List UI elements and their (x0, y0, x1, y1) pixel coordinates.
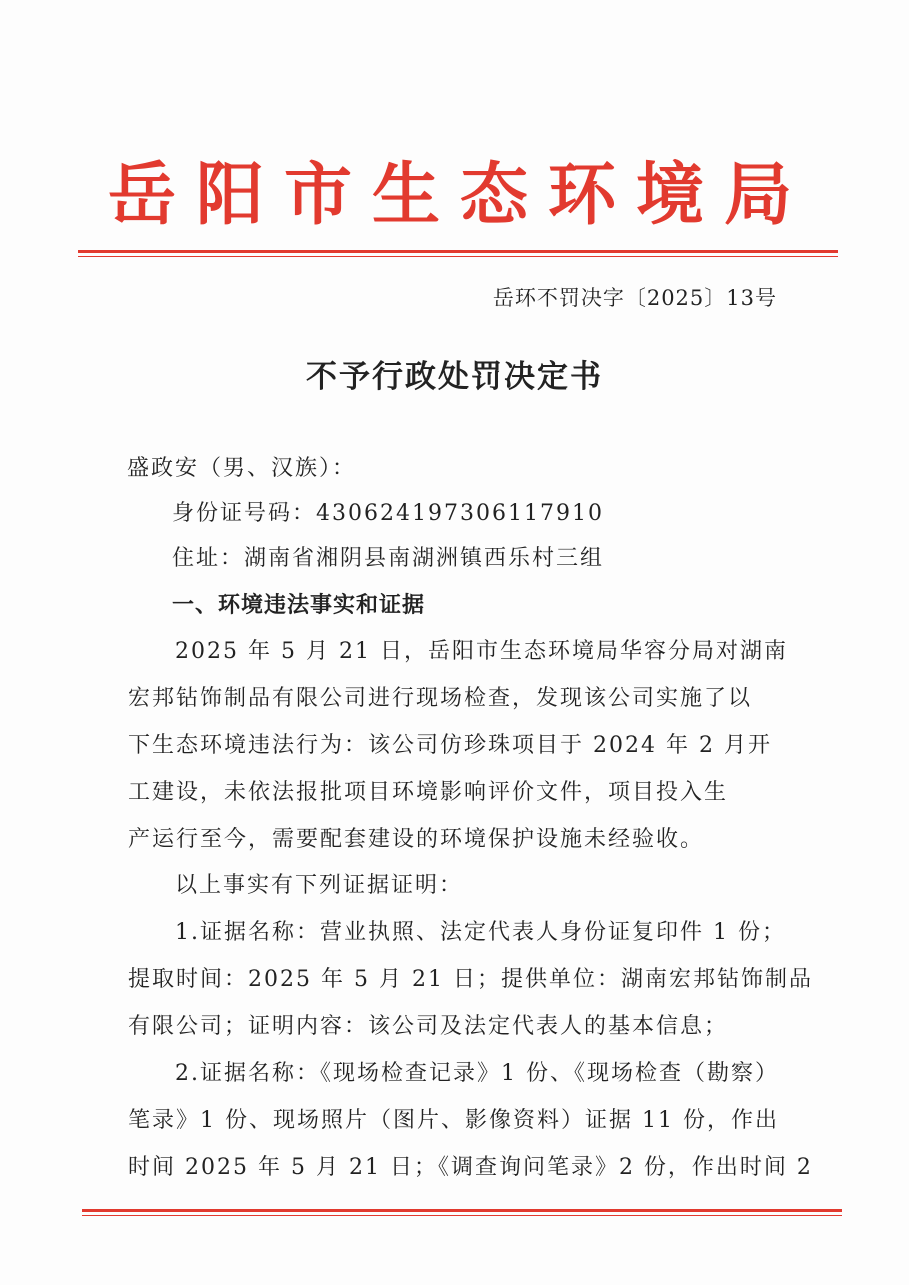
facts-line: 宏邦钻饰制品有限公司进行现场检查，发现该公司实施了以 (128, 686, 753, 711)
evidence-2-line: 2.证据名称：《现场检查记录》1 份、《现场检查（勘察） (175, 1061, 779, 1086)
party-name: 盛政安（男、汉族）： (127, 456, 357, 481)
evidence-1-line: 提取时间：2025 年 5 月 21 日；提供单位：湖南宏邦钻饰制品 (128, 967, 813, 992)
facts-line: 下生态环境违法行为：该公司仿珍珠项目于 2024 年 2 月开 (128, 733, 772, 758)
evidence-1-line: 有限公司；证明内容：该公司及法定代表人的基本信息； (128, 1014, 729, 1039)
section-heading: 一、环境违法事实和证据 (172, 593, 426, 618)
document-title: 不予行政处罚决定书 (306, 359, 603, 395)
letterhead-rule-bottom (78, 256, 838, 257)
footer-rule-bottom (82, 1215, 842, 1216)
letterhead-title: 岳阳市生态环境局 (107, 155, 812, 235)
evidence-2-line: 笔录》1 份、现场照片（图片、影像资料）证据 11 份，作出 (128, 1108, 779, 1133)
party-id-number: 身份证号码：430624197306117910 (172, 501, 604, 526)
footer-rule-top (82, 1209, 842, 1212)
evidence-2-line: 时间 2025 年 5 月 21 日；《调查询问笔录》2 份，作出时间 2 (128, 1155, 813, 1180)
letterhead-rule-top (78, 250, 838, 253)
facts-line: 产运行至今，需要配套建设的环境保护设施未经验收。 (128, 827, 705, 852)
party-address: 住址：湖南省湘阴县南湖洲镇西乐村三组 (172, 546, 605, 571)
evidence-intro: 以上事实有下列证据证明： (175, 873, 464, 898)
evidence-1-line: 1.证据名称：营业执照、法定代表人身份证复印件 1 份； (175, 920, 786, 945)
facts-line: 2025 年 5 月 21 日，岳阳市生态环境局华容分局对湖南 (175, 639, 788, 664)
document-number: 岳环不罚决字〔2025〕13号 (492, 286, 777, 310)
facts-line: 工建设，未依法报批项目环境影响评价文件，项目投入生 (128, 780, 729, 805)
